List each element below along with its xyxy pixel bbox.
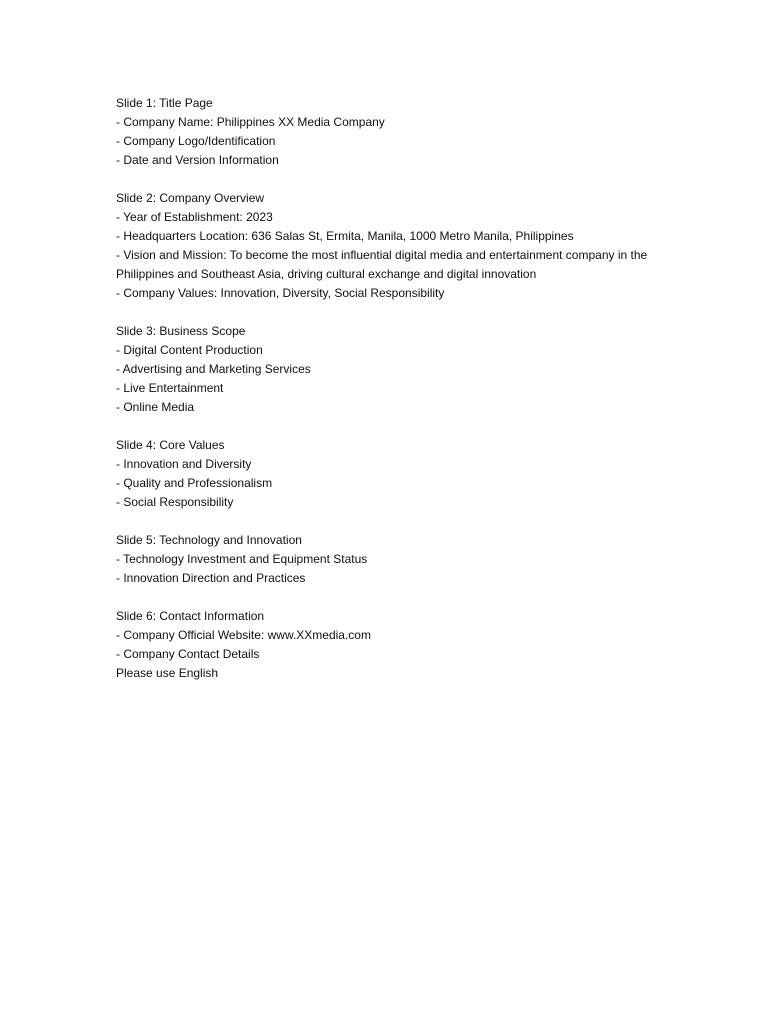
slide-3-heading: Slide 3: Business Scope (116, 324, 246, 338)
blank-line (116, 512, 661, 531)
text-line: - Quality and Professionalism (116, 476, 273, 490)
text-line: - Company Logo/Identification (116, 134, 276, 148)
text-line: - Headquarters Location: 636 Salas St, Ermita, Manila, 1000 Metro Manila, Philippines (116, 229, 574, 243)
blank-line (116, 303, 661, 322)
text-line: - Vision and Mission: To become the most influential digital media and entertainment company in the Philippines and Southeast Asia, driving cultural exchange and digital innovation (116, 248, 648, 281)
document-body (116, 94, 661, 683)
text-line: - Digital Content Production (116, 343, 263, 357)
slide-1-heading: Slide 1: Title Page (116, 96, 213, 110)
slide-5-heading: Slide 5: Technology and Innovation (116, 533, 302, 547)
blank-line (116, 170, 661, 189)
slide-4-heading: Slide 4: Core Values (116, 438, 225, 452)
text-line: - Live Entertainment (116, 381, 224, 395)
text-line: - Online Media (116, 400, 195, 414)
text-line: - Innovation Direction and Practices (116, 571, 306, 585)
closing-note: Please use English (116, 666, 219, 680)
text-line: - Innovation and Diversity (116, 457, 252, 471)
text-line: - Social Responsibility (116, 495, 234, 509)
blank-line (116, 588, 661, 607)
text-line: - Year of Establishment: 2023 (116, 210, 273, 224)
text-line: - Company Contact Details (116, 647, 260, 661)
text-line: - Company Values: Innovation, Diversity, Social Responsibility (116, 286, 445, 300)
slide-2-heading: Slide 2: Company Overview (116, 191, 265, 205)
text-line: - Date and Version Information (116, 153, 279, 167)
text-line: - Advertising and Marketing Services (116, 362, 311, 376)
text-line: - Company Official Website: www.XXmedia.com (116, 628, 371, 642)
text-line: - Company Name: Philippines XX Media Company (116, 115, 385, 129)
blank-line (116, 417, 661, 436)
slide-6-heading: Slide 6: Contact Information (116, 609, 265, 623)
text-line: - Technology Investment and Equipment Status (116, 552, 368, 566)
